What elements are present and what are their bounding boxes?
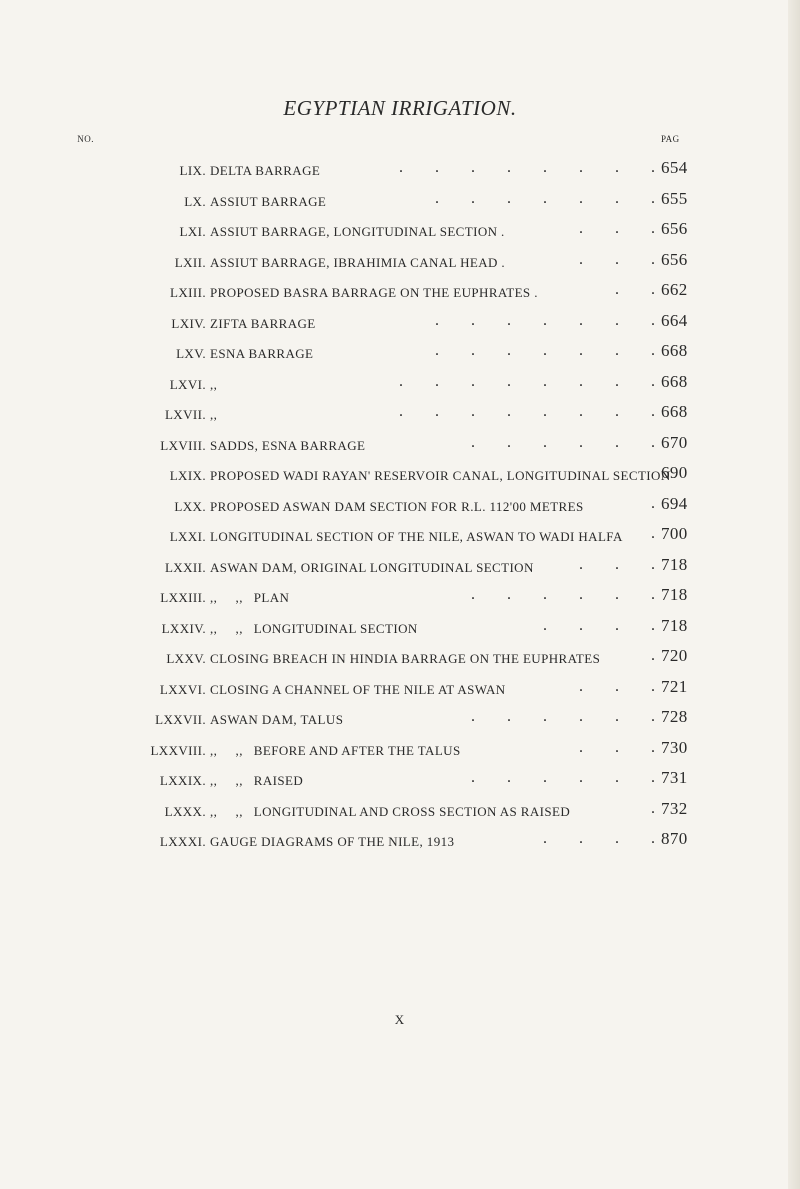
page-number: 870	[661, 829, 688, 848]
list-item	[0, 613, 800, 644]
list-item	[0, 704, 800, 735]
list-item	[0, 430, 800, 461]
running-head: EGYPTIAN IRRIGATION.	[283, 96, 517, 120]
plate-title: CLOSING A CHANNEL OF THE NILE AT ASWAN	[210, 681, 506, 697]
list-item	[0, 582, 800, 613]
page-number: 670	[661, 432, 688, 452]
page-number: 664	[661, 310, 688, 330]
dot-leaders: . . . .	[543, 830, 655, 847]
page-number: 668	[661, 341, 688, 360]
dot-leaders: . . . . . .	[471, 586, 655, 603]
list-item	[0, 338, 800, 369]
plate-title: ,, ,, LONGITUDINAL SECTION	[210, 620, 418, 636]
dot-leaders: . . . . . .	[471, 708, 655, 725]
column-header-page: PAG	[661, 134, 680, 144]
plate-number: LXX.	[174, 498, 206, 514]
dot-leaders: . . . . . . .	[435, 189, 655, 207]
list-item	[0, 308, 800, 339]
dot-leaders: . . . . . . . .	[399, 159, 655, 176]
dot-leaders: . . . .	[543, 616, 655, 634]
plate-number: LXXIX.	[159, 773, 206, 788]
page-number: 656	[661, 249, 688, 269]
plate-number: LXXX.	[164, 803, 206, 819]
dot-leaders: . .	[615, 281, 655, 298]
page-number: 718	[661, 554, 688, 574]
dot-leaders: . . . . . . . .	[399, 372, 655, 390]
list-item	[0, 460, 800, 491]
page-number: 694	[661, 493, 688, 513]
plate-number: LXVIII.	[160, 437, 206, 453]
plate-number: LXXVIII.	[150, 742, 206, 758]
list-item	[0, 247, 800, 278]
page-number: 662	[661, 280, 688, 299]
page-number: 721	[661, 676, 688, 696]
list-item	[0, 491, 800, 522]
plate-number: LXI.	[179, 224, 206, 239]
plate-title: DELTA BARRAGE	[210, 163, 321, 178]
plate-number: LXVII.	[164, 407, 206, 422]
plate-number: LXXI.	[169, 529, 206, 544]
page-number: 654	[661, 158, 688, 177]
list-item	[0, 643, 800, 674]
list-item	[0, 186, 800, 217]
plate-title: ,, ,, PLAN	[210, 590, 290, 605]
plate-title: LONGITUDINAL SECTION OF THE NILE, ASWAN TO WADI HALFA	[210, 529, 623, 544]
plate-number: LXXVII.	[155, 712, 206, 727]
plate-title: PROPOSED ASWAN DAM SECTION FOR R.L. 112'00 METRES	[210, 498, 584, 514]
list-item	[0, 735, 800, 766]
plate-title: ASWAN DAM, ORIGINAL LONGITUDINAL SECTION	[210, 559, 534, 575]
dot-leaders: . . . . . . .	[435, 311, 655, 329]
dot-leaders: .	[651, 525, 655, 542]
plate-number: LXV.	[176, 346, 206, 361]
list-item	[0, 369, 800, 400]
dot-leaders: . . . . . .	[471, 433, 655, 451]
plate-number: LXIV.	[171, 315, 206, 331]
list-item	[0, 765, 800, 796]
plate-number: LXXII.	[164, 559, 206, 575]
column-headers	[0, 134, 800, 148]
dot-leaders: .	[651, 799, 655, 817]
plate-title: ,, ,, LONGITUDINAL AND CROSS SECTION AS RAISED	[210, 803, 571, 819]
plate-title: ZIFTA BARRAGE	[210, 315, 316, 331]
dot-leaders: . . . . . . . .	[399, 403, 655, 420]
page-number: 655	[661, 188, 688, 208]
plate-title: PROPOSED WADI RAYAN' RESERVOIR CANAL, LONGITUDINAL SECTION	[210, 468, 671, 483]
dot-leaders: . . . . . . .	[435, 342, 655, 359]
plate-number: LXXV.	[166, 651, 206, 666]
page-number: 690	[661, 463, 688, 482]
plate-number: LX.	[184, 193, 206, 209]
dot-leaders: . . .	[579, 250, 655, 268]
plate-title: SADDS, ESNA BARRAGE	[210, 437, 366, 453]
plate-title: GAUGE DIAGRAMS OF THE NILE, 1913	[210, 834, 455, 849]
plate-number: LXII.	[174, 254, 206, 270]
plate-title: ESNA BARRAGE	[210, 346, 314, 361]
plate-number: LXVI.	[169, 376, 206, 392]
list-item	[0, 521, 800, 552]
page-number: 732	[661, 798, 688, 818]
dot-leaders: . . .	[579, 220, 655, 237]
plate-title: ASSIUT BARRAGE, LONGITUDINAL SECTION .	[210, 224, 505, 239]
plate-title: ASSIUT BARRAGE, IBRAHIMIA CANAL HEAD .	[210, 254, 506, 270]
list-item	[0, 826, 800, 857]
page-number: 700	[661, 524, 688, 543]
plate-title: ,,	[210, 376, 218, 392]
list-item	[0, 674, 800, 705]
dot-leaders: . . .	[579, 555, 655, 573]
page-number: 718	[661, 615, 688, 635]
list-item	[0, 399, 800, 430]
page-number: 718	[661, 585, 688, 604]
plate-title: PROPOSED BASRA BARRAGE ON THE EUPHRATES .	[210, 285, 538, 300]
page-number: 730	[661, 737, 688, 757]
plate-title: ,, ,, RAISED	[210, 773, 304, 788]
page-number: 656	[661, 219, 688, 238]
dot-leaders: .	[651, 647, 655, 664]
page-number: 668	[661, 402, 688, 421]
dot-leaders: . . .	[579, 677, 655, 695]
list-item	[0, 277, 800, 308]
dot-leaders: . . .	[579, 738, 655, 756]
plate-number: LXIII.	[170, 285, 206, 300]
page-folio: X	[394, 1012, 406, 1027]
plate-number: LXXIV.	[161, 620, 206, 636]
plate-title: ASSIUT BARRAGE	[210, 193, 327, 209]
plate-title: ,,	[210, 407, 218, 422]
plate-title: CLOSING BREACH IN HINDIA BARRAGE ON THE EUPHRATES	[210, 651, 601, 666]
plate-number: LIX.	[179, 163, 206, 178]
page-number: 668	[661, 371, 688, 391]
plate-number: LXXIII.	[160, 590, 206, 605]
dot-leaders: .	[651, 494, 655, 512]
list-item	[0, 796, 800, 827]
plate-title: ,, ,, BEFORE AND AFTER THE TALUS	[210, 742, 461, 758]
plate-title: ASWAN DAM, TALUS	[210, 712, 344, 727]
page-number: 731	[661, 768, 688, 787]
list-item	[0, 155, 800, 186]
list-item	[0, 216, 800, 247]
column-header-number: NO.	[77, 134, 94, 144]
plate-number: LXIX.	[169, 468, 206, 483]
plate-number: LXXVI.	[159, 681, 206, 697]
page-number: 720	[661, 646, 688, 665]
list-item	[0, 552, 800, 583]
plate-number: LXXXI.	[159, 834, 206, 849]
dot-leaders: . . . . . .	[471, 769, 655, 786]
page-number: 728	[661, 707, 688, 726]
list-of-plates	[0, 155, 800, 857]
